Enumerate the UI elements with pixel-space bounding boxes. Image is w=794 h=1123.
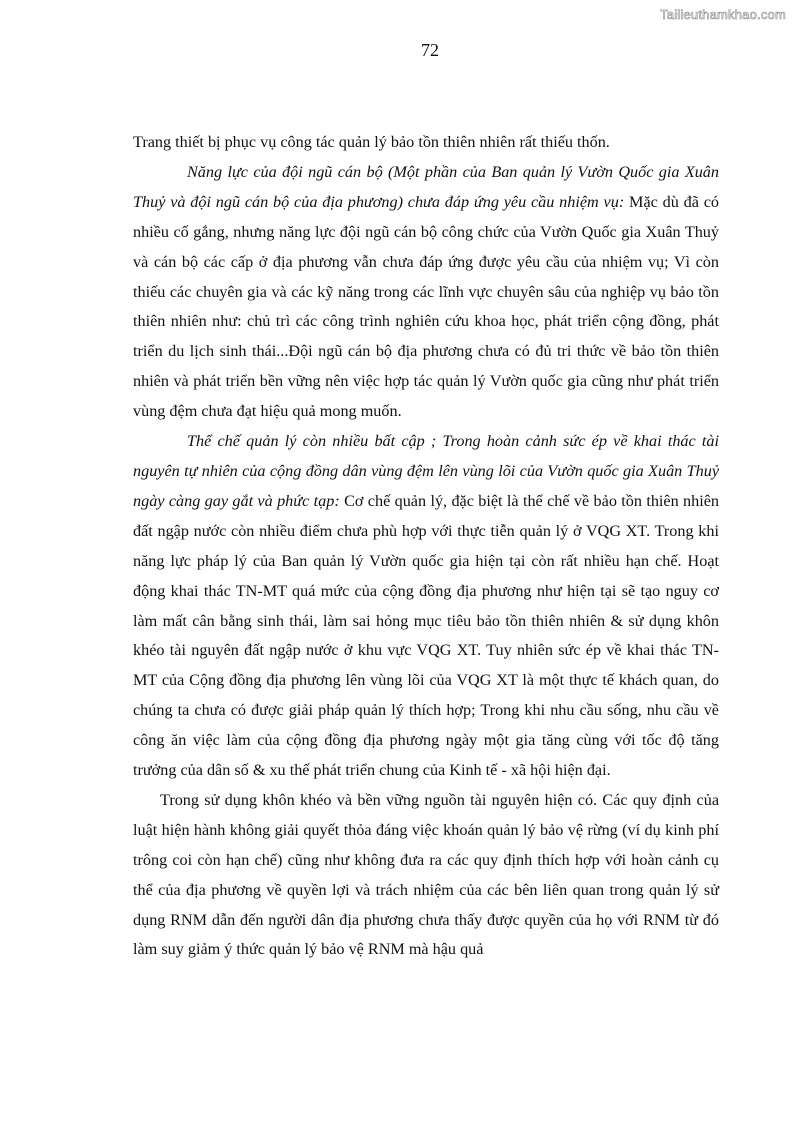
paragraph-3	[133, 427, 719, 786]
paragraph-1: Trang thiết bị phục vụ công tác quản lý bảo tồn thiên nhiên rất thiếu thốn.	[133, 133, 610, 151]
paragraph-2-heading: Năng lực của đội ngũ cán bộ (Một phần của Ban quản lý Vườn Quốc gia Xuân Thuỷ và đội ngũ cán bộ của địa phương) chưa đáp ứng yêu cầu nhiệm vụ:	[133, 162, 719, 211]
paragraph-3-heading: Thể chế quản lý còn nhiều bất cập ; Trong hoàn cảnh sức ép về khai thác tài nguyên tự nhiên của cộng đồng dân vùng đệm lên vùng lõi của Vườn quốc gia Xuân Thuỷ ngày càng gay gắt và phức tạp:	[133, 432, 719, 510]
watermark: Tailieuthamkhao.com	[660, 7, 786, 22]
page-number: 72	[421, 40, 439, 60]
document-body	[133, 128, 719, 965]
paragraph-2	[133, 158, 719, 427]
paragraph-3-text: Cơ chế quản lý, đặc biệt là thể chế về bảo tồn thiên nhiên đất ngập nước còn nhiều điểm chưa phù hợp với thực tiễn quản lý ở VQG XT. Trong khi năng lực pháp lý của Ban quản lý Vườn quốc gia hiện tại còn rất nhiều hạn chế. Hoạt động khai thác TN-MT quá mức của cộng đồng địa phương như hiện tại sẽ tạo nguy cơ làm mất cân bằng sinh thái, làm sai hỏng mục tiêu bảo tồn thiên nhiên & sử dụng khôn khéo tài nguyên đất ngập nước ở khu vực VQG XT. Tuy nhiên sức ép về khai thác TN-MT của Cộng đồng địa phương lên vùng lõi của VQG XT là một thực tế khách quan, do chúng ta chưa có được giải pháp quản lý thích hợp; Trong khi nhu cầu sống, nhu cầu về công ăn việc làm của cộng đồng địa phương ngày một gia tăng cùng với tốc độ tăng trưởng của dân số & xu thế phát triển chung của Kinh tế - xã hội hiện đại.	[133, 491, 720, 780]
paragraph-4: Trong sử dụng khôn khéo và bền vững nguồn tài nguyên hiện có. Các quy định của luật hiện hành không giải quyết thỏa đáng việc khoán quản lý bảo vệ rừng (ví dụ kinh phí trông coi còn hạn chế) cũng như không đưa ra các quy định thích hợp với hoàn cảnh cụ thể của địa phương về quyền lợi và trách nhiệm của các bên liên quan trong quản lý sử dụng RNM dẫn đến người dân địa phương chưa thấy được quyền của họ với RNM từ đó làm suy giảm ý thức quản lý bảo vệ RNM mà hậu quả	[133, 790, 719, 959]
paragraph-2-text: Mặc dù đã có nhiều cố gắng, nhưng năng lực đội ngũ cán bộ công chức của Vườn Quốc gia Xuân Thuỷ và cán bộ các cấp ở địa phương vẫn chưa đáp ứng được yêu cầu của nhiệm vụ; Vì còn thiếu các chuyên gia và các kỹ năng trong các lĩnh vực chuyên sâu của nghiệp vụ bảo tồn thiên nhiên như: chủ trì các công trình nghiên cứu khoa học, phát triển cộng đồng, phát triển du lịch sinh thái...Đội ngũ cán bộ địa phương chưa có đủ tri thức về bảo tồn thiên nhiên và phát triển bền vững nên việc hợp tác quản lý Vườn quốc gia cũng như phát triển vùng đệm chưa đạt hiệu quả mong muốn.	[133, 192, 719, 421]
